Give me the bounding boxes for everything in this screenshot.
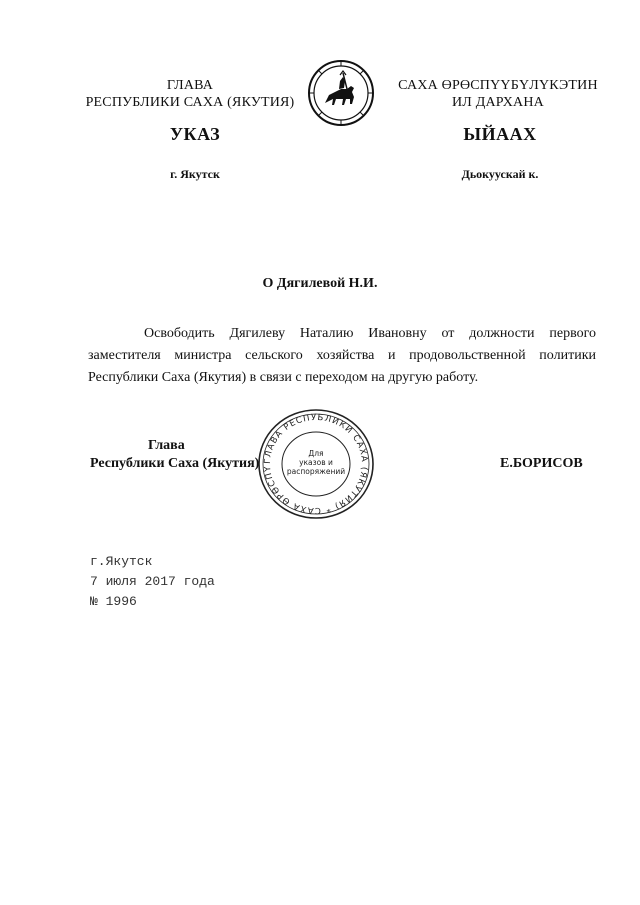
official-seal-stamp [256,408,376,520]
issuer-right [382,77,614,111]
seal-center-line1: Для [308,449,324,458]
seal-center-line3: распоряжений [286,467,346,476]
issuer-left-line2: РЕСПУБЛИКИ САХА (ЯКУТИЯ) [85,95,295,110]
issuer-right-line2: ИЛ ДАРХАНА [451,95,544,110]
doc-type-right: ЫЙААХ [463,124,537,144]
issuer-right-line1: САХА ӨРӨСПҮҮБҮЛҮКЭТИН [398,78,598,93]
decree-subject: О Дягилевой Н.И. [262,276,378,291]
footer-number: № 1996 [90,594,137,609]
place-left: г. Якутск [170,167,220,181]
footer-info [90,552,350,612]
seal-ring-text: ГЛАВА РЕСПУБЛИКИ САХА (ЯКУТИЯ) * САХА ӨРӨСПҮ [262,412,370,516]
seal-center-line2: указов и [299,458,333,467]
footer-date: 7 июля 2017 года [90,574,215,589]
decree-body: Освободить Дягилеву Наталию Ивановну от должности первого заместителя министра сельского хозяйства и продовольственной политики Республики Саха (Якутия) в связи с переходом на другую работу. [88,326,596,385]
doc-type-left: УКАЗ [169,124,221,144]
signatory-name: Е.БОРИСОВ [500,456,583,471]
place-right: Дьокуускай к. [461,167,539,181]
coat-of-arms-emblem [307,59,375,127]
signatory-title-line2: Республики Саха (Якутия) [90,456,260,471]
issuer-left-line1: ГЛАВА [166,78,214,93]
signatory-title-line1: Глава [148,438,185,453]
footer-city: г.Якутск [90,554,153,569]
issuer-left [80,77,300,111]
